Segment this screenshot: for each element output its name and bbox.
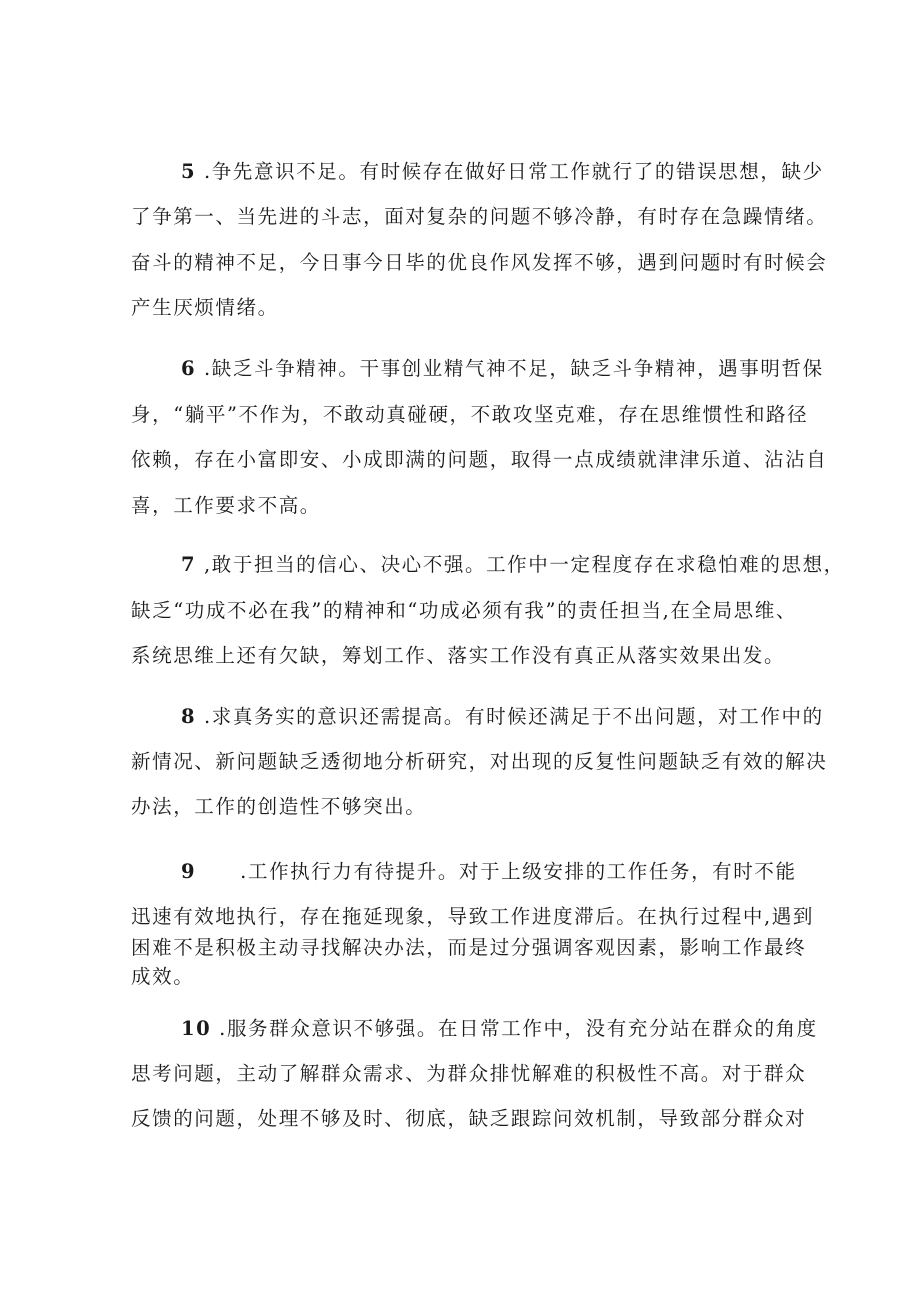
paragraph-line: 身，“躺平”不作为，不敢动真碰硬，不敢攻坚克难，存在思维惯性和路径 xyxy=(131,403,809,426)
paragraph-line: 办法，工作的创造性不够突出。 xyxy=(131,795,427,818)
paragraph-line xyxy=(181,162,824,182)
line-text: ,敢于担当的信心、决心不强。工作中一定程度存在求稳怕难的思想， xyxy=(203,553,845,576)
paragraph-line xyxy=(181,359,824,379)
paragraph-line: 缺乏“功成不必在我”的精神和“功成必须有我”的责任担当,在全局思维、 xyxy=(131,599,797,622)
line-text: .服务群众意识不够强。在日常工作中，没有充分站在群众的角度 xyxy=(219,1017,818,1040)
item-number: 9 xyxy=(181,860,197,883)
paragraph-line: 了争第一、当先进的斗志，面对复杂的问题不够冷静，有时存在急躁情绪。 xyxy=(131,205,828,228)
paragraph-line: 思考问题，主动了解群众需求、为群众排忧解难的积极性不高。对于群众 xyxy=(131,1062,807,1085)
paragraph-line: 迅速有效地执行，存在拖延现象，导致工作进度滞后。在执行过程中,遇到 xyxy=(131,905,814,928)
paragraph-line xyxy=(181,555,845,575)
paragraph-line: 系统思维上还有欠缺，筹划工作、落实工作没有真正从落实效果出发。 xyxy=(131,644,786,667)
paragraph-line: 困难不是积极主动寻找解决办法，而是过分强调客观因素，影响工作最终 xyxy=(131,936,807,959)
item-number: 5 xyxy=(181,160,197,183)
paragraph-line: 反馈的问题，处理不够及时、彻底，缺乏跟踪问效机制，导致部分群众对 xyxy=(131,1107,807,1130)
item-number: 8 xyxy=(181,705,197,728)
paragraph-line xyxy=(181,1019,818,1039)
paragraph-line: 产生厌烦情绪。 xyxy=(131,296,279,319)
line-text: .争先意识不足。有时候存在做好日常工作就行了的错误思想，缺少 xyxy=(203,160,824,183)
paragraph-line: 依赖，存在小富即安、小成即满的问题，取得一点成绩就津津乐道、沾沾自 xyxy=(131,448,828,471)
line-text: .求真务实的意识还需提高。有时候还满足于不出问题，对工作中的 xyxy=(203,705,824,728)
line-text: .工作执行力有待提升。对于上级安排的工作任务，有时不能 xyxy=(240,860,797,883)
item-number: 7 xyxy=(181,553,197,576)
paragraph-line: 奋斗的精神不足，今日事今日毕的优良作风发挥不够，遇到问题时有时候会 xyxy=(131,251,828,274)
item-number: 6 xyxy=(181,357,197,380)
paragraph-line: 新情况、新问题缺乏透彻地分析研究，对出现的反复性问题缺乏有效的解决 xyxy=(131,750,828,773)
paragraph-line xyxy=(181,862,797,882)
paragraph-line xyxy=(181,707,824,727)
line-text: .缺乏斗争精神。干事创业精气神不足，缺乏斗争精神，遇事明哲保 xyxy=(203,357,824,380)
paragraph-line: 喜，工作要求不高。 xyxy=(131,494,321,517)
item-number: 10 xyxy=(181,1017,212,1040)
paragraph-line: 成效。 xyxy=(131,965,195,988)
